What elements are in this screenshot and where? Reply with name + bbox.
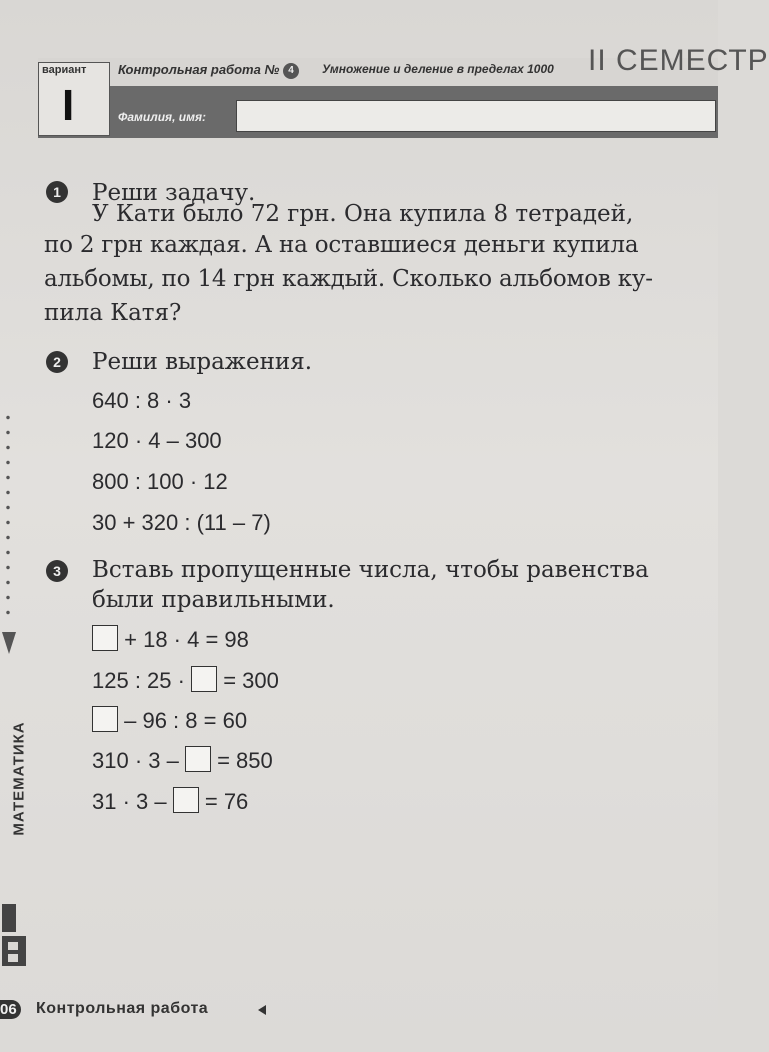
subject-label: МАТЕМАТИКА: [10, 721, 28, 836]
answer-box[interactable]: [191, 666, 217, 692]
work-title-text: Контрольная работа №: [118, 62, 280, 77]
task-2-expression: 640 : 8 · 3: [92, 388, 192, 413]
task-1-heading: Реши задачу.: [92, 180, 256, 206]
work-number-badge: 4: [283, 63, 299, 79]
name-label: Фамилия, имя:: [118, 110, 207, 124]
arrow-down-icon: [2, 632, 16, 654]
arrow-left-icon: [258, 1005, 266, 1015]
task-3-equation: [92, 625, 249, 653]
equation-after: – 96 : 8 = 60: [124, 708, 248, 733]
footer-label: Контрольная работа: [36, 1000, 209, 1017]
semester-label: II СЕМЕСТР: [588, 44, 769, 77]
task-1-number: 1: [46, 181, 68, 203]
name-field[interactable]: [236, 100, 716, 132]
task-2-number: 2: [46, 351, 68, 373]
task-2-heading: Реши выражения.: [92, 349, 313, 375]
answer-box[interactable]: [173, 787, 199, 813]
equation-after: = 850: [217, 748, 273, 773]
task-3-equation: [92, 746, 273, 774]
equation-after: + 18 · 4 = 98: [124, 627, 249, 652]
task-2-expression: 120 · 4 – 300: [92, 428, 222, 453]
task-3-equation: [92, 666, 279, 694]
page-number: 06: [0, 1000, 21, 1019]
work-topic: Умножение и деление в пределах 1000: [322, 62, 554, 76]
cut-line-dots: [4, 410, 12, 620]
publisher-logo-icon: [0, 900, 30, 970]
answer-box[interactable]: [92, 706, 118, 732]
task-3-number: 3: [46, 560, 68, 582]
task-2-expression: 800 : 100 · 12: [92, 469, 228, 494]
work-title: [118, 62, 299, 79]
task-3-equation: [92, 787, 248, 815]
task-1-line: альбомы, по 14 грн каждый. Сколько альбомов ку-: [44, 266, 653, 292]
task-1-line: пила Катя?: [44, 300, 182, 326]
answer-box[interactable]: [185, 746, 211, 772]
equation-before: 31 · 3 –: [92, 789, 167, 814]
variant-label: вариант: [42, 64, 87, 76]
task-3-heading: были правильными.: [92, 587, 335, 613]
task-2-expression: 30 + 320 : (11 – 7): [92, 510, 271, 535]
task-3-heading: Вставь пропущенные числа, чтобы равенства: [92, 557, 649, 583]
answer-box[interactable]: [92, 625, 118, 651]
equation-before: 125 : 25 ·: [92, 668, 185, 693]
equation-after: = 300: [223, 668, 279, 693]
task-1-line: по 2 грн каждая. А на оставшиеся деньги купила: [44, 232, 639, 258]
task-3-equation: [92, 706, 247, 734]
equation-after: = 76: [204, 789, 249, 814]
task-1-line: У Кати было 72 грн. Она купила 8 тетрадей,: [92, 201, 634, 227]
variant-number: I: [62, 81, 75, 130]
equation-before: 310 · 3 –: [92, 748, 179, 773]
